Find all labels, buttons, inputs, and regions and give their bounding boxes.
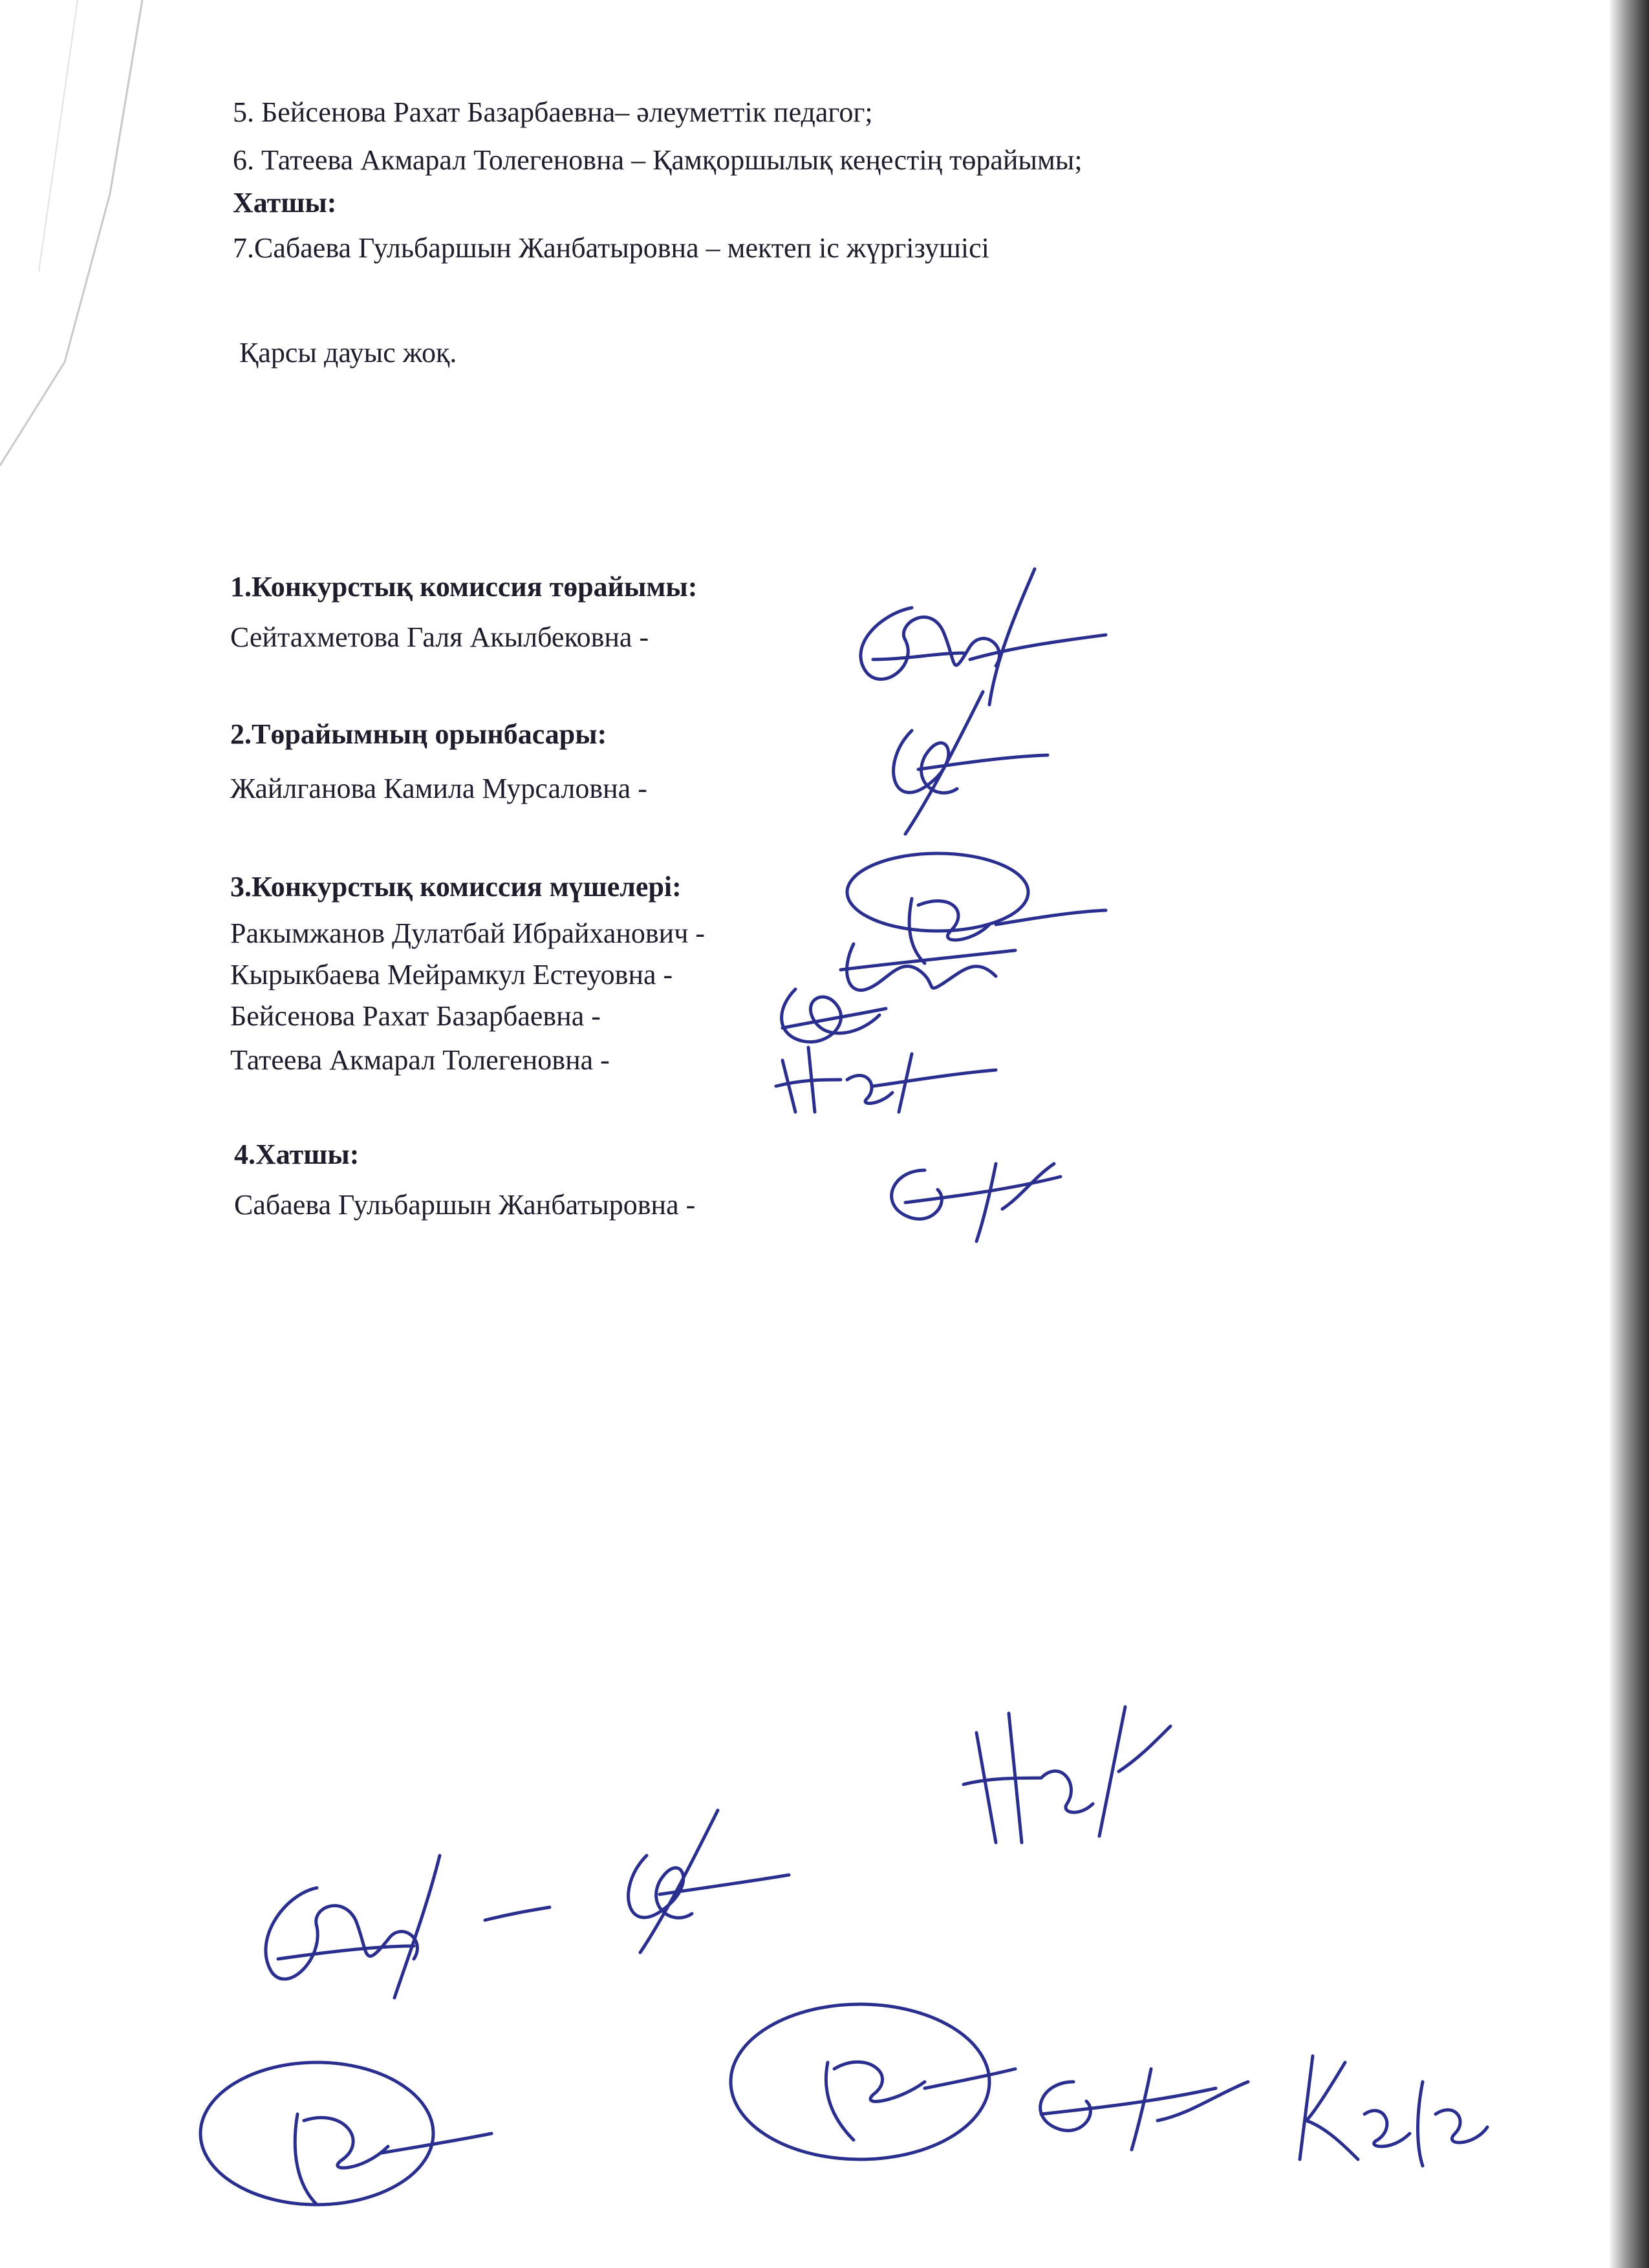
vote-result: Қарсы дауыс жоқ. [239,337,457,369]
bottom-dash-1 [479,1894,556,1933]
secretary-heading: 4.Хатшы: [234,1139,360,1170]
member-name-1: Ракымжанов Дулатбай Ибрайханович - [230,917,705,949]
attendee-item-6: 6. Татеева Акмарал Толегеновна – Қамқоршылық кеңестің төрайымы; [233,144,1083,176]
deputy-signature [854,685,1061,840]
chair-name: Сейтахметова Галя Акылбековна - [230,621,649,653]
attendee-item-7: 7.Сабаева Гульбаршын Жанбатыровна – мектеп іс жүргізушісі [233,232,989,264]
member-name-3: Бейсенова Рахат Базарбаевна - [230,1000,601,1032]
member-name-4: Татеева Акмарал Толегеновна - [230,1044,610,1076]
chair-heading: 1.Конкурстық комиссия төрайымы: [230,571,698,603]
deputy-name: Жайлганова Камила Мурсаловна - [230,773,647,804]
bottom-signature-7 [1287,2043,1494,2172]
members-heading: 3.Конкурстық комиссия мүшелері: [230,871,682,903]
bottom-signature-5 [731,1991,1022,2185]
bottom-signature-1 [246,1849,466,2004]
secretary-name: Сабаева Гульбаршын Жанбатыровна - [234,1189,696,1221]
bottom-signature-4 [188,2043,498,2211]
bottom-signature-2 [595,1797,802,1952]
bottom-signature-3 [957,1694,1177,1843]
secretary-heading-top: Хатшы: [233,187,337,219]
member-name-2: Кырыкбаева Мейрамкул Естеуовна - [230,959,673,990]
member-4-signature [770,1034,1002,1118]
deputy-heading: 2.Төрайымның орынбасары: [230,718,607,750]
attendee-item-5: 5. Бейсенова Рахат Базарбаевна– әлеуметтік педагог; [233,96,873,128]
secretary-signature [867,1151,1099,1248]
scan-edge-right [1610,0,1649,2268]
bottom-signature-6 [1022,2056,1280,2153]
